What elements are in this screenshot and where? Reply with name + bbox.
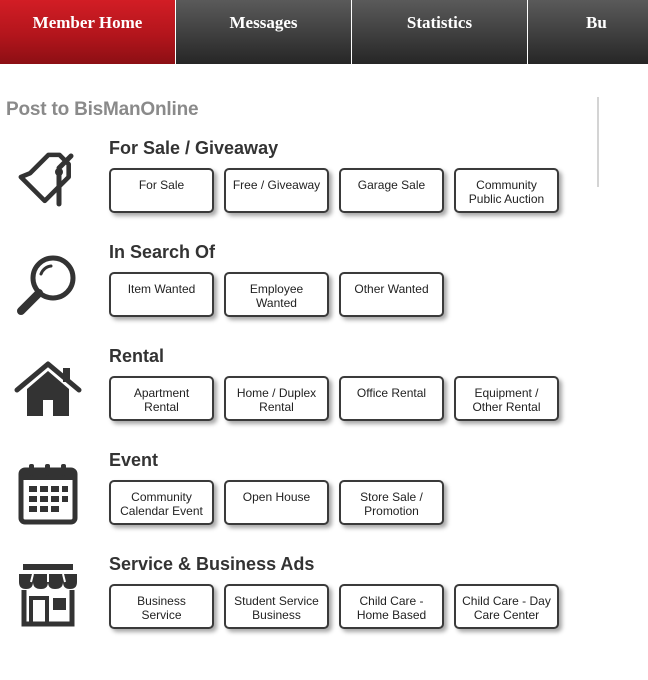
open-house-button[interactable]: Open House: [224, 480, 329, 525]
category-event: [0, 450, 600, 554]
price-tag-icon: [15, 146, 81, 212]
for-sale-button[interactable]: For Sale: [109, 168, 214, 213]
storefront-icon: [15, 562, 81, 628]
community-public-auction-button[interactable]: Community Public Auction: [454, 168, 559, 213]
category-title: In Search Of: [109, 242, 216, 262]
category-title: Event: [109, 450, 159, 470]
item-wanted-button[interactable]: Item Wanted: [109, 272, 214, 317]
office-rental-button[interactable]: Office Rental: [339, 376, 444, 421]
category-service-business-ads: [0, 554, 600, 658]
tab-statistics[interactable]: Statistics: [352, 0, 527, 64]
student-service-business-button[interactable]: Student Service Business: [224, 584, 329, 629]
house-icon: [15, 360, 81, 426]
child-care-home-based-button[interactable]: Child Care - Home Based: [339, 584, 444, 629]
category-title: Service & Business Ads: [109, 554, 315, 574]
business-service-button[interactable]: Business Service: [109, 584, 214, 629]
category-title: For Sale / Giveaway: [109, 138, 279, 158]
category-in-search-of: [0, 242, 600, 346]
home-duplex-rental-button[interactable]: Home / Duplex Rental: [224, 376, 329, 421]
calendar-icon: [15, 462, 81, 528]
child-care-day-care-center-button[interactable]: Child Care - Day Care Center: [454, 584, 559, 629]
top-navigation: [0, 0, 607, 64]
garage-sale-button[interactable]: Garage Sale: [339, 168, 444, 213]
equipment-other-rental-button[interactable]: Equipment / Other Rental: [454, 376, 559, 421]
tab-business[interactable]: Bu: [528, 0, 648, 64]
category-for-sale: [0, 138, 600, 242]
page-title: Post to BisManOnline: [6, 99, 199, 120]
employee-wanted-button[interactable]: Employee Wanted: [224, 272, 329, 317]
tab-messages[interactable]: Messages: [176, 0, 351, 64]
apartment-rental-button[interactable]: Apartment Rental: [109, 376, 214, 421]
category-rental: [0, 346, 600, 450]
magnifying-glass-icon: [15, 252, 81, 318]
community-calendar-event-button[interactable]: Community Calendar Event: [109, 480, 214, 525]
store-sale-promotion-button[interactable]: Store Sale / Promotion: [339, 480, 444, 525]
free-giveaway-button[interactable]: Free / Giveaway: [224, 168, 329, 213]
other-wanted-button[interactable]: Other Wanted: [339, 272, 444, 317]
tab-member-home[interactable]: Member Home: [0, 0, 175, 64]
category-title: Rental: [109, 346, 165, 366]
